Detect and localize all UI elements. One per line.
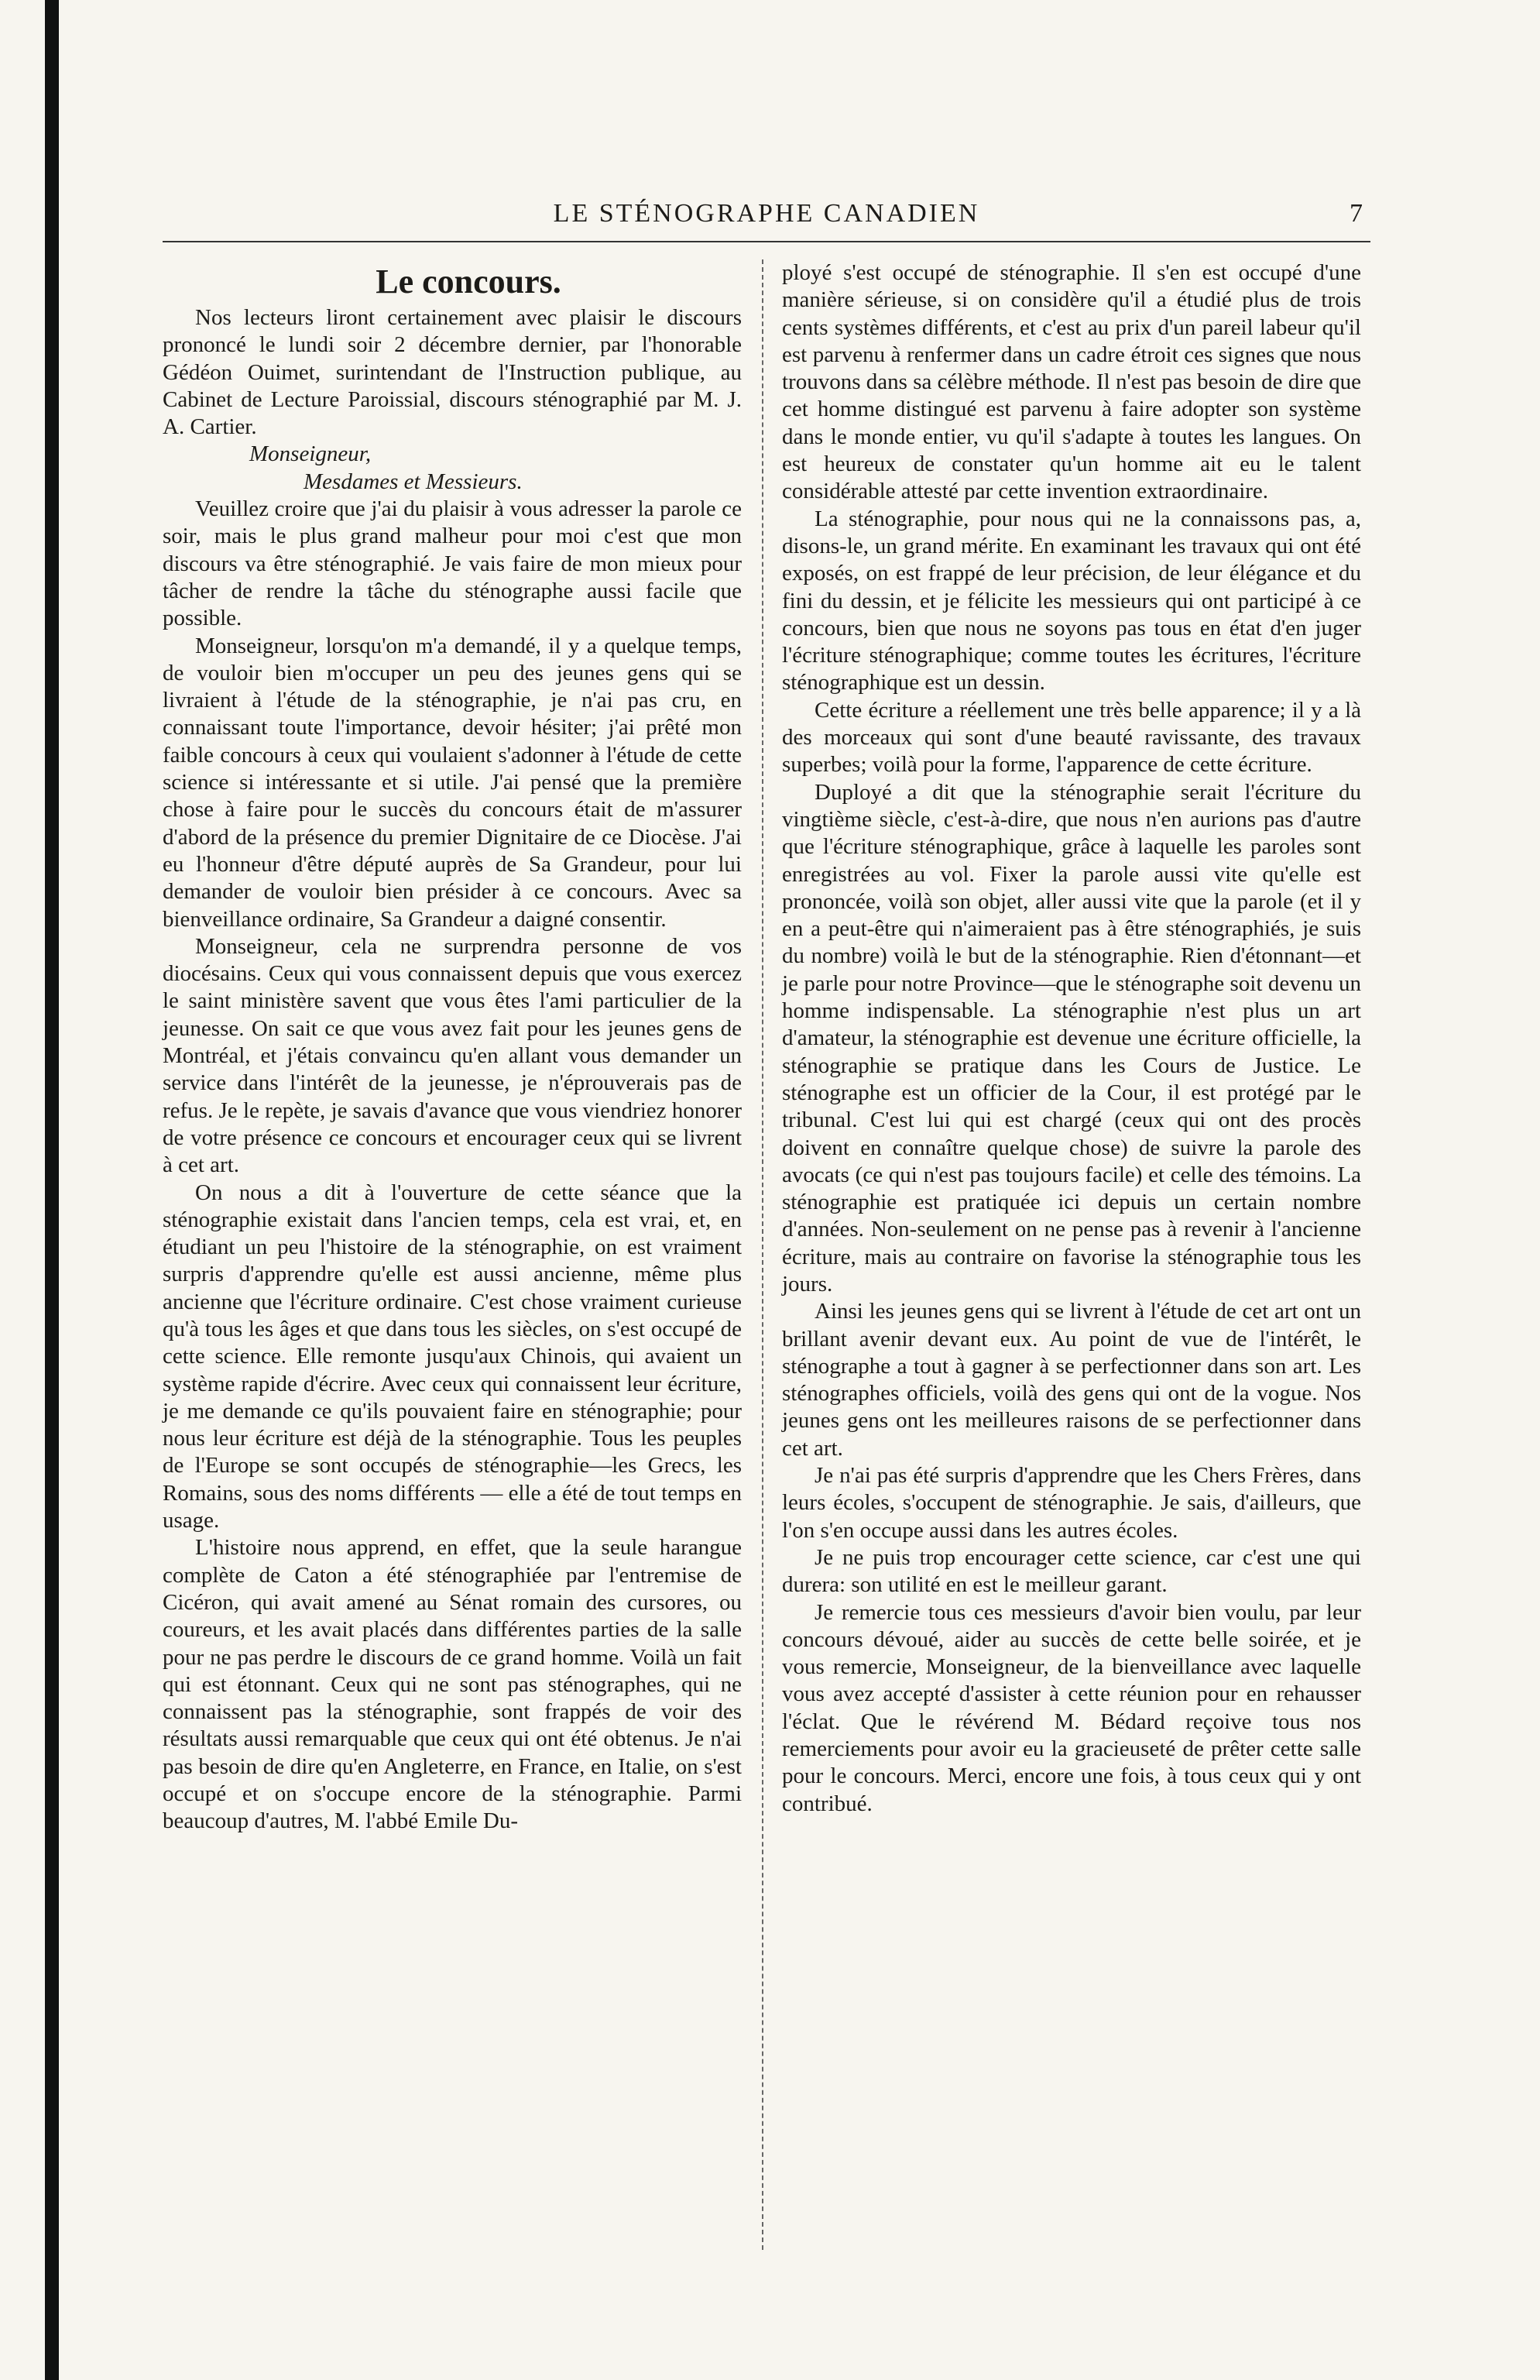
head-rule — [163, 241, 1370, 242]
paragraph: Je ne puis trop encourager cette science, car c'est une qui durera: son utilité en est le meilleur garant. — [782, 1544, 1361, 1598]
paragraph: La sténographie, pour nous qui ne la connaissons pas, a, disons-le, un grand mérite. En examinant les travaux qui ont été exposés, on est frappé de leur précision, de leur élégance et du fini du dessin, et je félicite les messieurs qui ont participé à ce concours, bien que nous ne soyons pas tous en état d'en juger l'écriture sténographique; comme toutes les écritures, l'écriture sténographique est un dessin. — [782, 506, 1361, 695]
salutation-mesdames: Mesdames et Messieurs. — [304, 469, 523, 494]
running-head — [163, 190, 1370, 236]
article-intro: Nos lecteurs liront certainement avec plaisir le discours prononcé le lundi soir 2 décembre dernier, par l'honorable Gédéon Ouimet, surintendant de l'Instruction publique, au Cabinet de Lecture Paroissial, discours sténographié par M. J. A. Cartier. — [163, 305, 742, 440]
article-title: Le concours. — [376, 263, 561, 301]
paragraph: Monseigneur, cela ne surprendra personne de vos diocésains. Ceux qui vous connaissent depuis que vous exercez le saint ministère savent que vous êtes l'ami particulier de la jeunesse. On sait ce que vous avez fait pour les jeunes gens de Montréal, et j'étais convaincu qu'en allant vous demander un service dans l'intérêt de la jeunesse, je n'éprouverais pas de refus. Je le repète, je savais d'avance que vous viendriez honorer de votre présence ce concours et encourager ceux qui se livrent à cet art. — [163, 933, 742, 1178]
paragraph: Duployé a dit que la sténographie serait l'écriture du vingtième siècle, c'est-à-dire, que nous n'en aurions pas d'autre que l'écriture sténographique, grâce à laquelle les paroles sont enregistrées au vol. Fixer la parole aussi vite qu'elle est prononcée, voilà son objet, aller aussi vite que la parole (et il y en a peut-être qui n'aimeraient pas à être sténographiés, je suis du nombre) voilà le but de la sténographie. Rien d'étonnant—et je parle pour notre Province—que le sténographe soit devenu un homme indispensable. La sténographie n'est plus un art d'amateur, la sténographie est devenue une écriture officielle, la sténographie se pratique dans les Cours de Justice. Le sténographe est un officier de la Cour, il est protégé par le tribunal. C'est lui qui est chargé (ceux qui ont des procès doivent en connaître quelque chose) de suivre la parole des avocats (ce qui n'est pas toujours facile) et celle des témoins. La sténographie est pratiquée ici depuis un certain nombre d'années. Non-seulement on ne pense pas à revenir à l'ancienne écriture, mais au contraire on favorise la sténographie tous les jours. — [782, 779, 1361, 1296]
paragraph: Je remercie tous ces messieurs d'avoir bien voulu, par leur concours dévoué, aider au succès de cette belle soirée, et je vous remercie, Monseigneur, de la bienveillance avec laquelle vous avez accepté d'assister à cette réunion pour en rehausser l'éclat. Que le révérend M. Bédard reçoive tous nos remerciements pour avoir eu la gracieuseté de prêter cette salle pour le concours. Merci, encore une fois, à tous ceux qui y ont contribué. — [782, 1599, 1361, 1816]
page — [163, 190, 1370, 2250]
salutation-monseigneur: Monseigneur, — [249, 441, 372, 467]
paragraph: Ainsi les jeunes gens qui se livrent à l'étude de cet art ont un brillant avenir devant eux. Au point de vue de l'intérêt, le sténographe a tout à gagner à se perfectionner dans son art. Les sténographes officiels, voilà des gens qui ont de la vogue. Nos jeunes gens ont les meilleures raisons de se perfectionner dans cet art. — [782, 1299, 1361, 1461]
running-title: LE STÉNOGRAPHE CANADIEN — [553, 199, 980, 228]
paragraph: On nous a dit à l'ouverture de cette séance que la sténographie existait dans l'ancien temps, cela est vrai, et, en étudiant un peu l'histoire de la sténographie, on est vraiment surpris d'apprendre qu'elle est aussi ancienne, même plus ancienne que l'écriture ordinaire. C'est chose vraiment curieuse qu'à tous les âges et que dans tous les siècles, on s'est occupé de cette science. Elle remonte jusqu'aux Chinois, qui avaient un système rapide d'écrire. Avec ceux qui connaissent leur écriture, je me demande ce qu'ils pouvaient faire en sténographie; pour nous leur écriture est déjà de la sténographie. Tous les peuples de l'Europe se sont occupés de sténographie—les Grecs, les Romains, sous des noms différents — elle a été de tout temps en usage. — [163, 1180, 742, 1533]
scan-edge — [45, 0, 59, 2380]
page-number: 7 — [1350, 199, 1363, 228]
paragraph: Veuillez croire que j'ai du plaisir à vous adresser la parole ce soir, mais le plus grand malheur pour moi c'est que mon discours va être sténographié. Je vais faire de mon mieux pour tâcher de rendre la tâche du sténographe aussi facile que possible. — [163, 496, 742, 631]
paragraph-continued: ployé s'est occupé de sténographie. Il s'en est occupé d'une manière sérieuse, si on considère qu'il a étudié plus de trois cents systèmes différents, et c'est au prix d'un pareil labeur qu'il est parvenu à renfermer dans un cadre étroit ces signes que nous trouvons dans sa célèbre méthode. Il n'est pas besoin de dire que cet homme distingué est parvenu à faire adopter son système dans le monde entier, vu qu'il s'adapte à toutes les langues. On est heureux de constater qu'un homme ait eu le talent considérable attesté par cette invention extraordinaire. — [782, 260, 1361, 504]
paragraph: Je n'ai pas été surpris d'apprendre que les Chers Frères, dans leurs écoles, s'occupent de sténographie. Je sais, d'ailleurs, que l'on s'en occupe aussi dans les autres écoles. — [782, 1463, 1361, 1543]
right-column — [782, 259, 1361, 1818]
paragraph: L'histoire nous apprend, en effet, que la seule harangue complète de Caton a été sténographiée par l'entremise de Cicéron, qui avait amené au Sénat romain des cursores, ou coureurs, et les avait placés dans différentes parties de la salle pour ne pas perdre le discours de ce grand homme. Voilà un fait qui est étonnant. Ceux qui ne sont pas sténographes, qui ne connaissent pas la sténographie, sont frappés de voir des résultats aussi remarquable que ceux qui ont été obtenus. Je n'ai pas besoin de dire qu'en Angleterre, en France, en Italie, on s'est occupé et on s'occupe encore de la sténographie. Parmi beaucoup d'autres, M. l'abbé Emile Du- — [163, 1535, 742, 1834]
paragraph: Monseigneur, lorsqu'on m'a demandé, il y a quelque temps, de vouloir bien m'occuper un peu des jeunes gens qui se livraient à l'étude de la sténographie, je n'ai pas cru, en connaissant toute l'importance, devoir hésiter; j'ai prêté mon faible concours à ceux qui voulaient s'adonner à l'étude de cette science si intéressante et si utile. J'ai pensé que la première chose à faire pour le succès du concours était de m'assurer d'abord de la présence du premier Dignitaire de ce Diocèse. J'ai eu l'honneur d'être député auprès de Sa Grandeur, pour lui demander de vouloir bien présider à ce concours. Avec sa bienveillance ordinaire, Sa Grandeur a daigné consentir. — [163, 633, 742, 932]
paragraph: Cette écriture a réellement une très belle apparence; il y a là des morceaux qui sont d'une beauté ravissante, des travaux superbes; voilà pour la forme, l'apparence de cette écriture. — [782, 697, 1361, 778]
left-column — [163, 259, 742, 1836]
column-rule — [762, 259, 763, 2250]
